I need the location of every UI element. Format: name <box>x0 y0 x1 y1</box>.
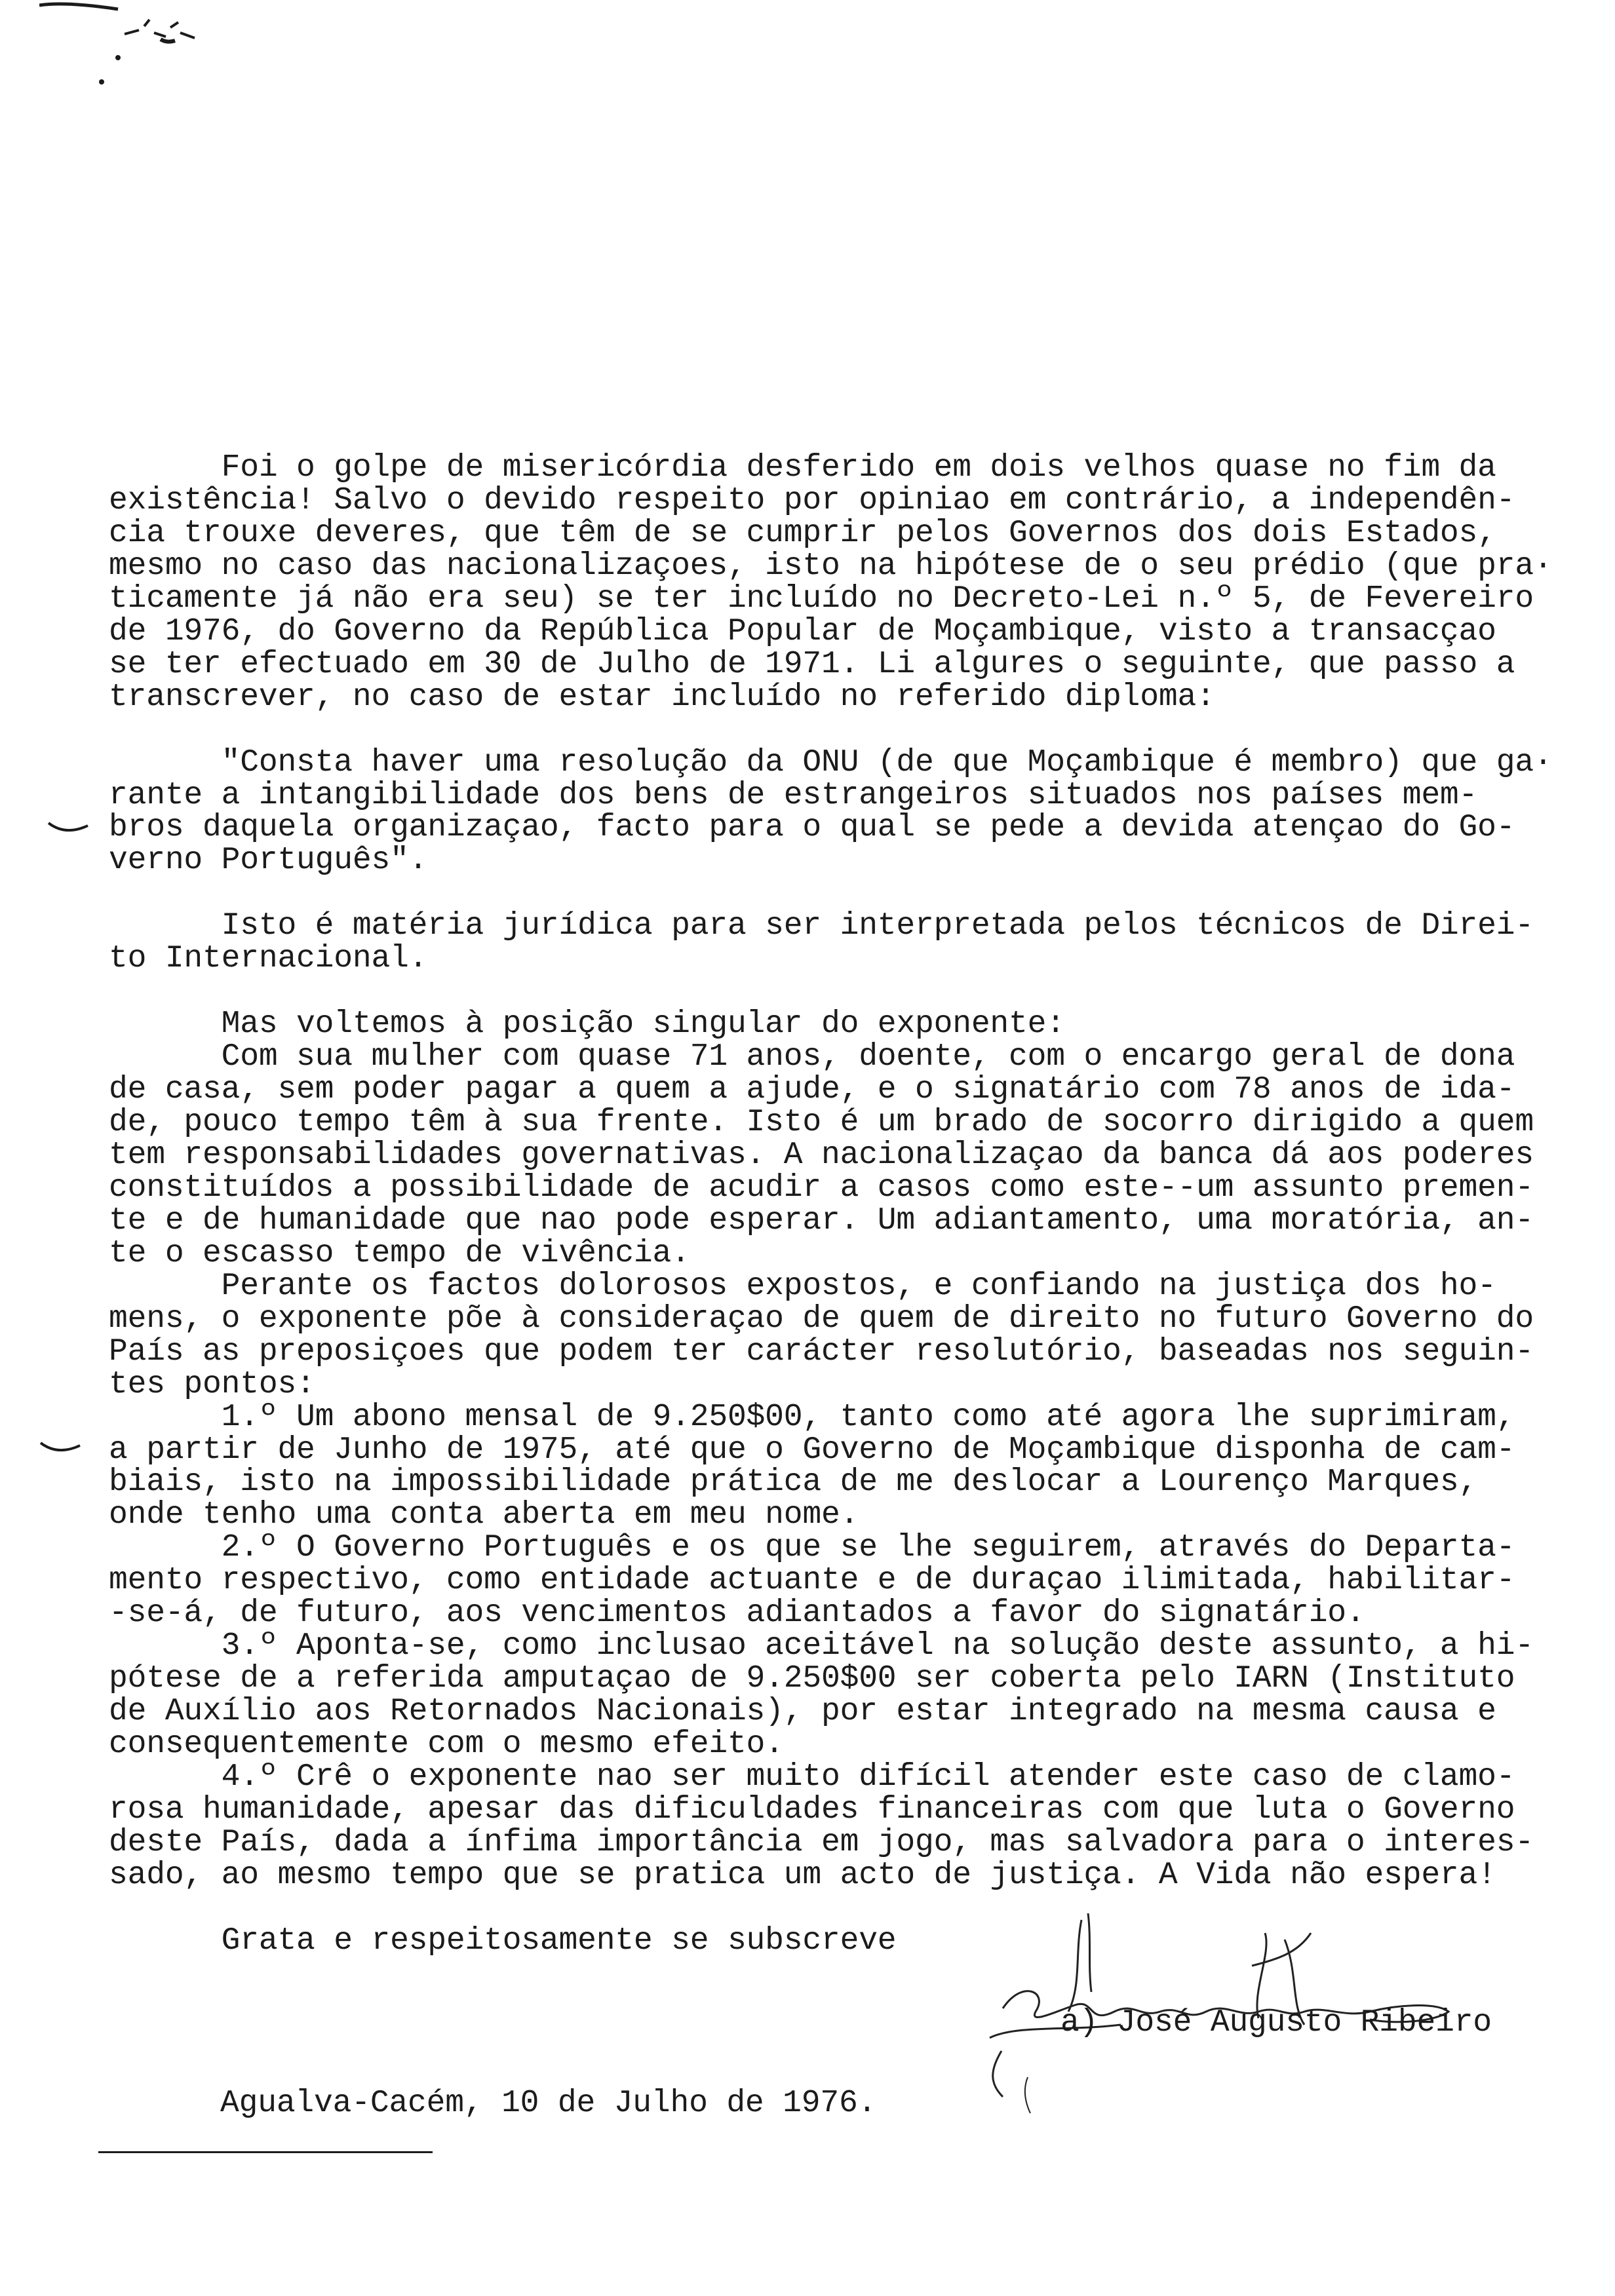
text-line: rante a intangibilidade dos bens de estrangeiros situados nos países mem- <box>109 777 1478 813</box>
text-line: rosa humanidade, apesar das dificuldades financeiras com que luta o Governo <box>109 1791 1515 1827</box>
signature-rule <box>98 2151 433 2153</box>
text-line: Mas voltemos à posição singular do exponente: <box>109 1006 1065 1043</box>
text-line: sado, ao mesmo tempo que se pratica um acto de justiça. A Vida não espera! <box>109 1857 1496 1893</box>
text-line: onde tenho uma conta aberta em meu nome. <box>109 1497 859 1533</box>
text-line: de, pouco tempo têm à sua frente. Isto é um brado de socorro dirigido a quem <box>109 1105 1534 1140</box>
scan-marks-top <box>39 0 210 98</box>
text-line: Com sua mulher com quase 71 anos, doente, com o encargo geral de dona <box>109 1039 1515 1075</box>
text-line: te e de humanidade que nao pode esperar. Um adiantamento, uma moratória, an- <box>109 1202 1534 1238</box>
text-line: cia trouxe deveres, que têm de se cumprir pelos Governos dos dois Estados, <box>109 515 1496 551</box>
text-line: tem responsabilidades governativas. A nacionalizaçao da banca dá aos poderes <box>109 1137 1534 1173</box>
text-line: mesmo no caso das nacionalizaçoes, isto na hipótese de o seu prédio (que pra· <box>109 548 1553 584</box>
text-line: de Auxílio aos Retornados Nacionais), por estar integrado na mesma causa e <box>109 1694 1496 1730</box>
text-line: -se-á, de futuro, aos vencimentos adiantados a favor do signatário. <box>109 1596 1365 1632</box>
text-line: "Consta haver uma resolução da ONU (de que Moçambique é membro) que ga· <box>109 744 1553 780</box>
text-line: biais, isto na impossibilidade prática de me deslocar a Lourenço Marques, <box>109 1464 1478 1501</box>
text-line: Grata e respeitosamente se subscreve <box>109 1923 897 1959</box>
text-line: Foi o golpe de misericórdia desferido em dois velhos quase no fim da <box>109 450 1496 486</box>
text-line: 1.º Um abono mensal de 9.250$00, tanto como até agora lhe suprimiram, <box>109 1399 1515 1435</box>
text-line: mento respectivo, como entidade actuante e de duraçao ilimitada, habilitar- <box>109 1563 1515 1599</box>
text-line: País as preposiçoes que podem ter carácter resolutório, baseadas nos seguin- <box>109 1333 1534 1369</box>
text-line: de casa, sem poder pagar a quem a ajude, e o signatário com 78 anos de ida- <box>109 1072 1515 1108</box>
text-line: de 1976, do Governo da República Popular de Moçambique, visto a transacçao <box>109 613 1496 649</box>
text-line: a partir de Junho de 1975, até que o Governo de Moçambique disponha de cam- <box>109 1432 1515 1468</box>
text-line: Perante os factos dolorosos expostos, e confiando na justiça dos ho- <box>109 1268 1496 1304</box>
text-line: existência! Salvo o devido respeito por opiniao em contrário, a independên- <box>109 482 1515 518</box>
text-line: tes pontos: <box>109 1366 315 1402</box>
text-line: te o escasso tempo de vivência. <box>109 1235 690 1271</box>
margin-mark-2 <box>38 1439 84 1459</box>
text-line: verno Português". <box>109 843 428 879</box>
text-line: transcrever, no caso de estar incluído no referido diploma: <box>109 679 1215 715</box>
text-line: 3.º Aponta-se, como inclusao aceitável na solução deste assunto, a hi- <box>109 1628 1534 1664</box>
text-line: Isto é matéria jurídica para ser interpretada pelos técnicos de Direi- <box>109 908 1534 944</box>
signature-name: a) José Augusto Ribeiro <box>1060 2005 1492 2040</box>
text-line: ticamente já não era seu) se ter incluído no Decreto-Lei n.º 5, de Fevereiro <box>109 581 1534 617</box>
text-line: to Internacional. <box>109 941 428 977</box>
margin-mark-1 <box>46 819 92 839</box>
text-line: se ter efectuado em 30 de Julho de 1971. Li algures o seguinte, que passo a <box>109 646 1515 682</box>
text-line: pótese de a referida amputaçao de 9.250$00 ser coberta pelo IARN (Instituto <box>109 1661 1515 1697</box>
text-line: bros daquela organizaçao, facto para o qual se pede a devida atençao do Go- <box>109 810 1515 846</box>
text-line: mens, o exponente põe à consideraçao de quem de direito no futuro Governo do <box>109 1301 1534 1337</box>
place-and-date: Agualva-Cacém, 10 de Julho de 1976. <box>220 2086 877 2121</box>
text-line: consequentemente com o mesmo efeito. <box>109 1727 784 1763</box>
text-line: 4.º Crê o exponente nao ser muito difícil atender este caso de clamo- <box>109 1759 1515 1795</box>
text-line: 2.º O Governo Português e os que se lhe seguirem, através do Departa- <box>109 1530 1515 1566</box>
text-line: constituídos a possibilidade de acudir a casos como este--um assunto premen- <box>109 1170 1534 1206</box>
text-line: deste País, dada a ínfima importância em jogo, mas salvadora para o interes- <box>109 1824 1534 1860</box>
